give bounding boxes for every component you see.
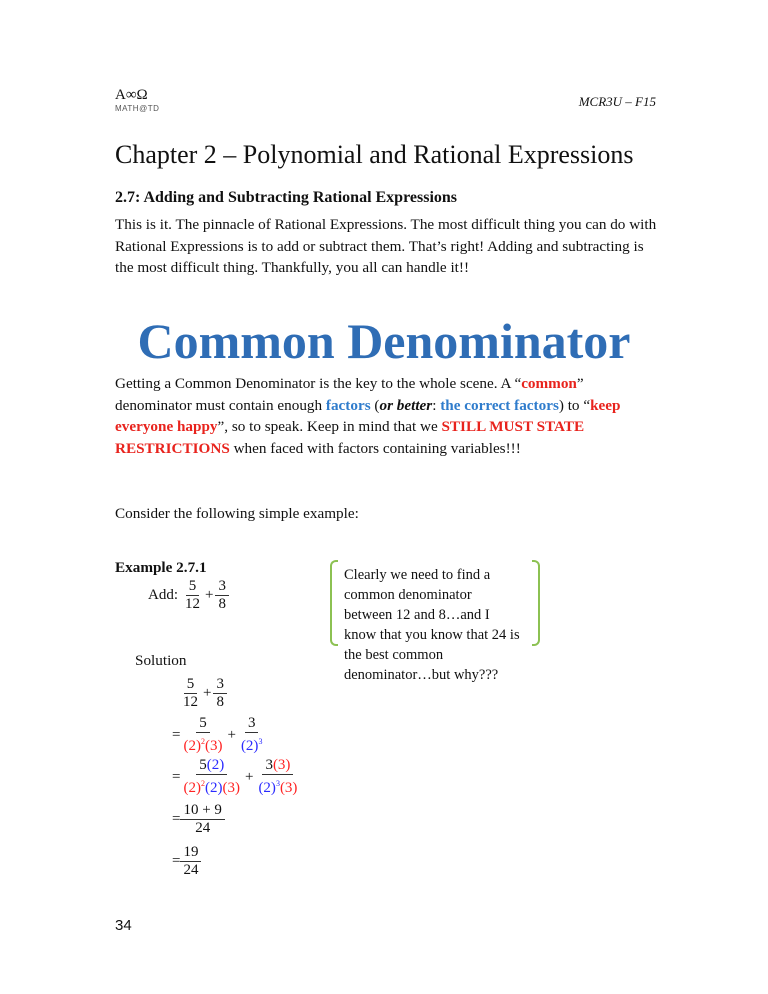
big-heading: Common Denominator bbox=[137, 313, 631, 369]
text: Getting a Common Denominator is the key to the whole scene. A “ bbox=[115, 375, 522, 392]
course-code: MCR3U – F15 bbox=[578, 94, 656, 109]
logo bbox=[115, 88, 159, 116]
example-problem: Add: $\frac{5}{12}$ + $\frac{3}{8}$ bbox=[148, 574, 229, 616]
intro-paragraph: This is it. The pinnacle of Rational Expressions. The most difficult thing you can do with Rational Expressions is to add or subtract them. That’s right! Adding and subtracting is the most difficult thing. Thankfully, you all can handle it!! bbox=[115, 216, 657, 276]
example-title: Example 2.7.1 bbox=[115, 559, 207, 576]
math-step: $\frac{5}{12}$ + $\frac{3}{8}$ bbox=[180, 672, 300, 714]
text: ( bbox=[370, 396, 380, 414]
solution-label: Solution bbox=[135, 652, 187, 669]
math-fraction: $\frac{3}{8}$ bbox=[215, 578, 229, 613]
text: ) to “ bbox=[558, 396, 591, 414]
emphasis-happy: keep everyone happy bbox=[115, 396, 621, 435]
math-step: = $\frac{19}{24}$ bbox=[172, 840, 300, 882]
text: ”, so to speak. Keep in mind that we bbox=[217, 418, 442, 435]
math-fraction: $\frac{5}{12}$ bbox=[185, 577, 200, 612]
text: : bbox=[432, 396, 441, 414]
math-step: = $\frac{5(2)}{(2)^2(2)(3)}$ + $\frac{3(3)}{(2)^3(3)}$ bbox=[172, 757, 298, 796]
section-title: 2.7: Adding and Subtracting Rational Expressions bbox=[115, 189, 458, 206]
emphasis-restrictions: STILL MUST STATE RESTRICTIONS bbox=[115, 418, 585, 457]
solution-steps bbox=[172, 672, 300, 882]
consider-text: Consider the following simple example: bbox=[115, 505, 359, 522]
emphasis-correct-factors: the correct factors bbox=[440, 396, 559, 414]
logo-subtext: MATH@TD bbox=[115, 104, 160, 113]
math-step: = $\frac{10 + 9}{24}$ bbox=[172, 798, 300, 840]
text: when faced with factors containing variables!!! bbox=[229, 439, 521, 457]
callout-text: Clearly we need to find a common denominator between 12 and 8…and I know that you know that 24 is the best common denominator…but why??? bbox=[344, 567, 520, 683]
emphasis-factors: factors bbox=[325, 396, 371, 414]
add-label: Add: bbox=[148, 586, 178, 603]
emphasis-or-better: or better bbox=[379, 396, 433, 414]
logo-text: A∞Ω bbox=[115, 87, 148, 103]
callout-box bbox=[338, 565, 526, 683]
common-denominator-paragraph bbox=[115, 373, 660, 459]
page-number: 34 bbox=[115, 917, 132, 934]
chapter-title: Chapter 2 – Polynomial and Rational Expressions bbox=[115, 140, 634, 169]
emphasis-common: common bbox=[521, 375, 577, 392]
left-bracket-decoration bbox=[330, 560, 338, 646]
math-step: = $\frac{5}{(2)^2(3)}$ + $\frac{3}{(2)^3}$ bbox=[172, 715, 263, 754]
right-bracket-decoration bbox=[532, 560, 540, 646]
text: ” denominator must contain enough bbox=[115, 375, 584, 414]
